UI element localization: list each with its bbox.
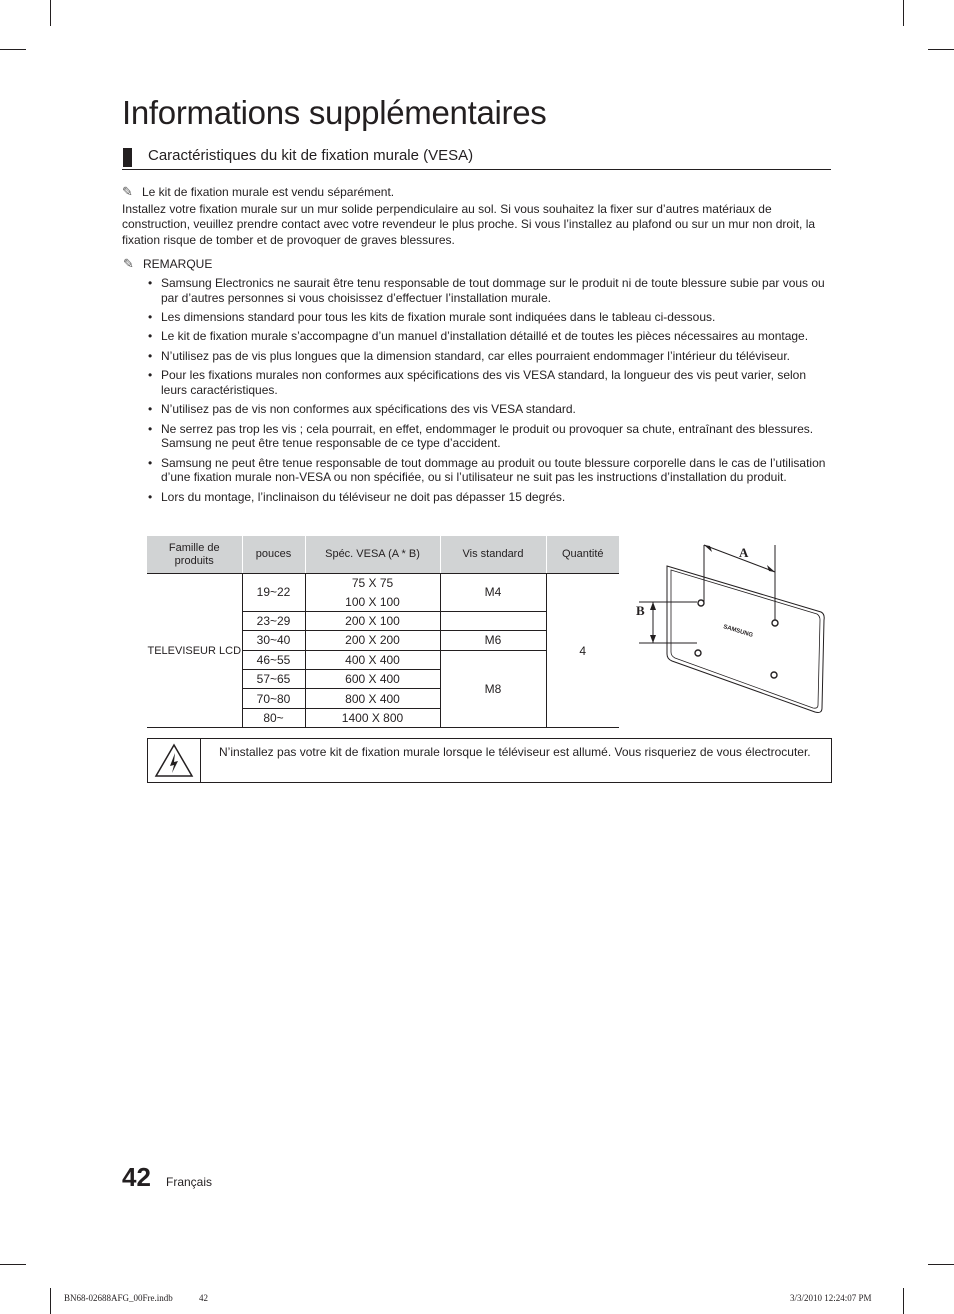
crop-mark bbox=[50, 0, 51, 26]
arrow-head bbox=[767, 565, 775, 572]
header-cell: Quantité bbox=[546, 536, 619, 574]
section-title: Caractéristiques du kit de fixation murale (VESA) bbox=[148, 147, 474, 164]
tv-mount-diagram bbox=[625, 530, 835, 720]
screw-cell: M8 bbox=[440, 650, 546, 728]
footer-file-page: 42 bbox=[199, 1293, 208, 1303]
vesa-cell: 75 X 75 bbox=[305, 574, 440, 593]
header-cell: Vis standard bbox=[440, 536, 546, 574]
crop-mark bbox=[903, 0, 904, 26]
mount-hole bbox=[698, 600, 704, 606]
crop-mark bbox=[928, 49, 954, 50]
arrow-head bbox=[650, 635, 656, 643]
screw-cell: M6 bbox=[440, 631, 546, 650]
vesa-cell: 600 X 400 bbox=[305, 669, 440, 688]
footer-date-time: 3/3/2010 12:24:07 PM bbox=[790, 1293, 872, 1303]
vesa-cell: 200 X 200 bbox=[305, 631, 440, 650]
list-item: • Les dimensions standard pour tous les kits de fixation murale sont indiquées dans le tableau ci-dessous. bbox=[148, 310, 832, 325]
list-item: • Le kit de fixation murale s’accompagne d’un manuel d’installation détaillé et de toutes les pièces nécessaires au montage. bbox=[148, 329, 832, 344]
screw-cell: M4 bbox=[440, 574, 546, 612]
crop-mark bbox=[0, 49, 26, 50]
note-line bbox=[122, 184, 394, 200]
note-text: Le kit de fixation murale est vendu séparément. bbox=[142, 185, 395, 199]
list-item: • Samsung ne peut être tenue responsable de tout dommage au produit ou toute blessure corporelle dans le cas de l’utilisation d’une fixation murale non-VESA ou non spécifiée, ou si l’utilisateur ne suit pas les instructions d’installation du produit. bbox=[148, 456, 832, 485]
pencil-note-icon: ✎ bbox=[123, 256, 134, 271]
dimension-b-label: B bbox=[636, 603, 645, 618]
vesa-cell: 100 X 100 bbox=[305, 592, 440, 611]
section-marker bbox=[123, 148, 132, 167]
size-cell: 70~80 bbox=[242, 689, 305, 708]
screw-cell bbox=[440, 611, 546, 630]
vesa-cell: 1400 X 800 bbox=[305, 708, 440, 727]
family-cell: TELEVISEUR LCD bbox=[147, 574, 242, 728]
size-cell: 46~55 bbox=[242, 650, 305, 669]
header-cell: pouces bbox=[242, 536, 305, 574]
vesa-table bbox=[147, 536, 619, 728]
size-cell: 57~65 bbox=[242, 669, 305, 688]
arrow-head bbox=[650, 602, 656, 610]
remark-heading bbox=[123, 256, 212, 272]
crop-mark bbox=[0, 1264, 26, 1265]
vesa-cell: 200 X 100 bbox=[305, 611, 440, 630]
section-header bbox=[122, 145, 831, 170]
mount-hole bbox=[772, 620, 778, 626]
table-row bbox=[147, 574, 619, 593]
remark-label: REMARQUE bbox=[143, 257, 213, 271]
mount-hole bbox=[695, 650, 701, 656]
vesa-cell: 800 X 400 bbox=[305, 689, 440, 708]
crop-mark bbox=[928, 1264, 954, 1265]
warning-icon-cell bbox=[148, 739, 201, 782]
crop-mark bbox=[903, 1288, 904, 1314]
list-item: • N’utilisez pas de vis plus longues que la dimension standard, car elles pourraient endommager l’intérieur du téléviseur. bbox=[148, 349, 832, 364]
tv-back-outline bbox=[667, 566, 824, 713]
list-item: • Samsung Electronics ne saurait être tenu responsable de tout dommage sur le produit ni de toute blessure subie par vous ou par d’autres personnes si vous choisissez d’effectuer l’installation murale. bbox=[148, 276, 832, 305]
size-cell: 80~ bbox=[242, 708, 305, 727]
brand-logo: SAMSUNG bbox=[722, 624, 754, 639]
list-item: • Pour les fixations murales non conformes aux spécifications des vis VESA standard, la longueur des vis peut varier, selon leurs caractéristiques. bbox=[148, 368, 832, 397]
crop-mark bbox=[50, 1288, 51, 1314]
list-item: • N’utilisez pas de vis non conformes aux spécifications des vis VESA standard. bbox=[148, 402, 832, 417]
dimension-a-label: A bbox=[739, 545, 749, 560]
footer-file-name: BN68-02688AFG_00Fre.indb bbox=[64, 1293, 173, 1303]
quantity-cell: 4 bbox=[546, 574, 619, 728]
arrow-head bbox=[704, 545, 712, 552]
table-header-row bbox=[147, 536, 619, 574]
page-language: Français bbox=[166, 1175, 213, 1189]
warning-text: N’installez pas votre kit de fixation murale lorsque le téléviseur est allumé. Vous risqueriez de vous électrocuter. bbox=[219, 745, 811, 759]
list-item: • Lors du montage, l’inclinaison du téléviseur ne doit pas dépasser 15 degrés. bbox=[148, 490, 832, 505]
warning-box bbox=[147, 738, 832, 783]
page-number: 42 bbox=[122, 1162, 151, 1192]
intro-paragraph: Installez votre fixation murale sur un mur solide perpendiculaire au sol. Si vous souhaitez la fixer sur d’autres matériaux de construction, veuillez prendre contact avec votre revendeur le plus proche. Si vous l’installez au plafond ou sur un mur non droit, la fixation risque de tomber et de provoquer de graves blessures. bbox=[122, 202, 816, 247]
size-cell: 30~40 bbox=[242, 631, 305, 650]
remark-list bbox=[148, 276, 832, 509]
size-cell: 23~29 bbox=[242, 611, 305, 630]
vesa-cell: 400 X 400 bbox=[305, 650, 440, 669]
header-cell: Spéc. VESA (A * B) bbox=[305, 536, 440, 574]
size-cell: 19~22 bbox=[242, 574, 305, 612]
mount-hole bbox=[771, 672, 777, 678]
electric-shock-warning-icon bbox=[148, 739, 200, 782]
header-cell: Famille de produits bbox=[147, 536, 242, 574]
list-item: • Ne serrez pas trop les vis ; cela pourrait, en effet, endommager le produit ou provoquer sa chute, entraînant des blessures. Samsung ne peut être tenue responsable de ce type d’accident. bbox=[148, 422, 832, 451]
page-title: Informations supplémentaires bbox=[122, 94, 547, 131]
pencil-note-icon: ✎ bbox=[122, 184, 133, 199]
